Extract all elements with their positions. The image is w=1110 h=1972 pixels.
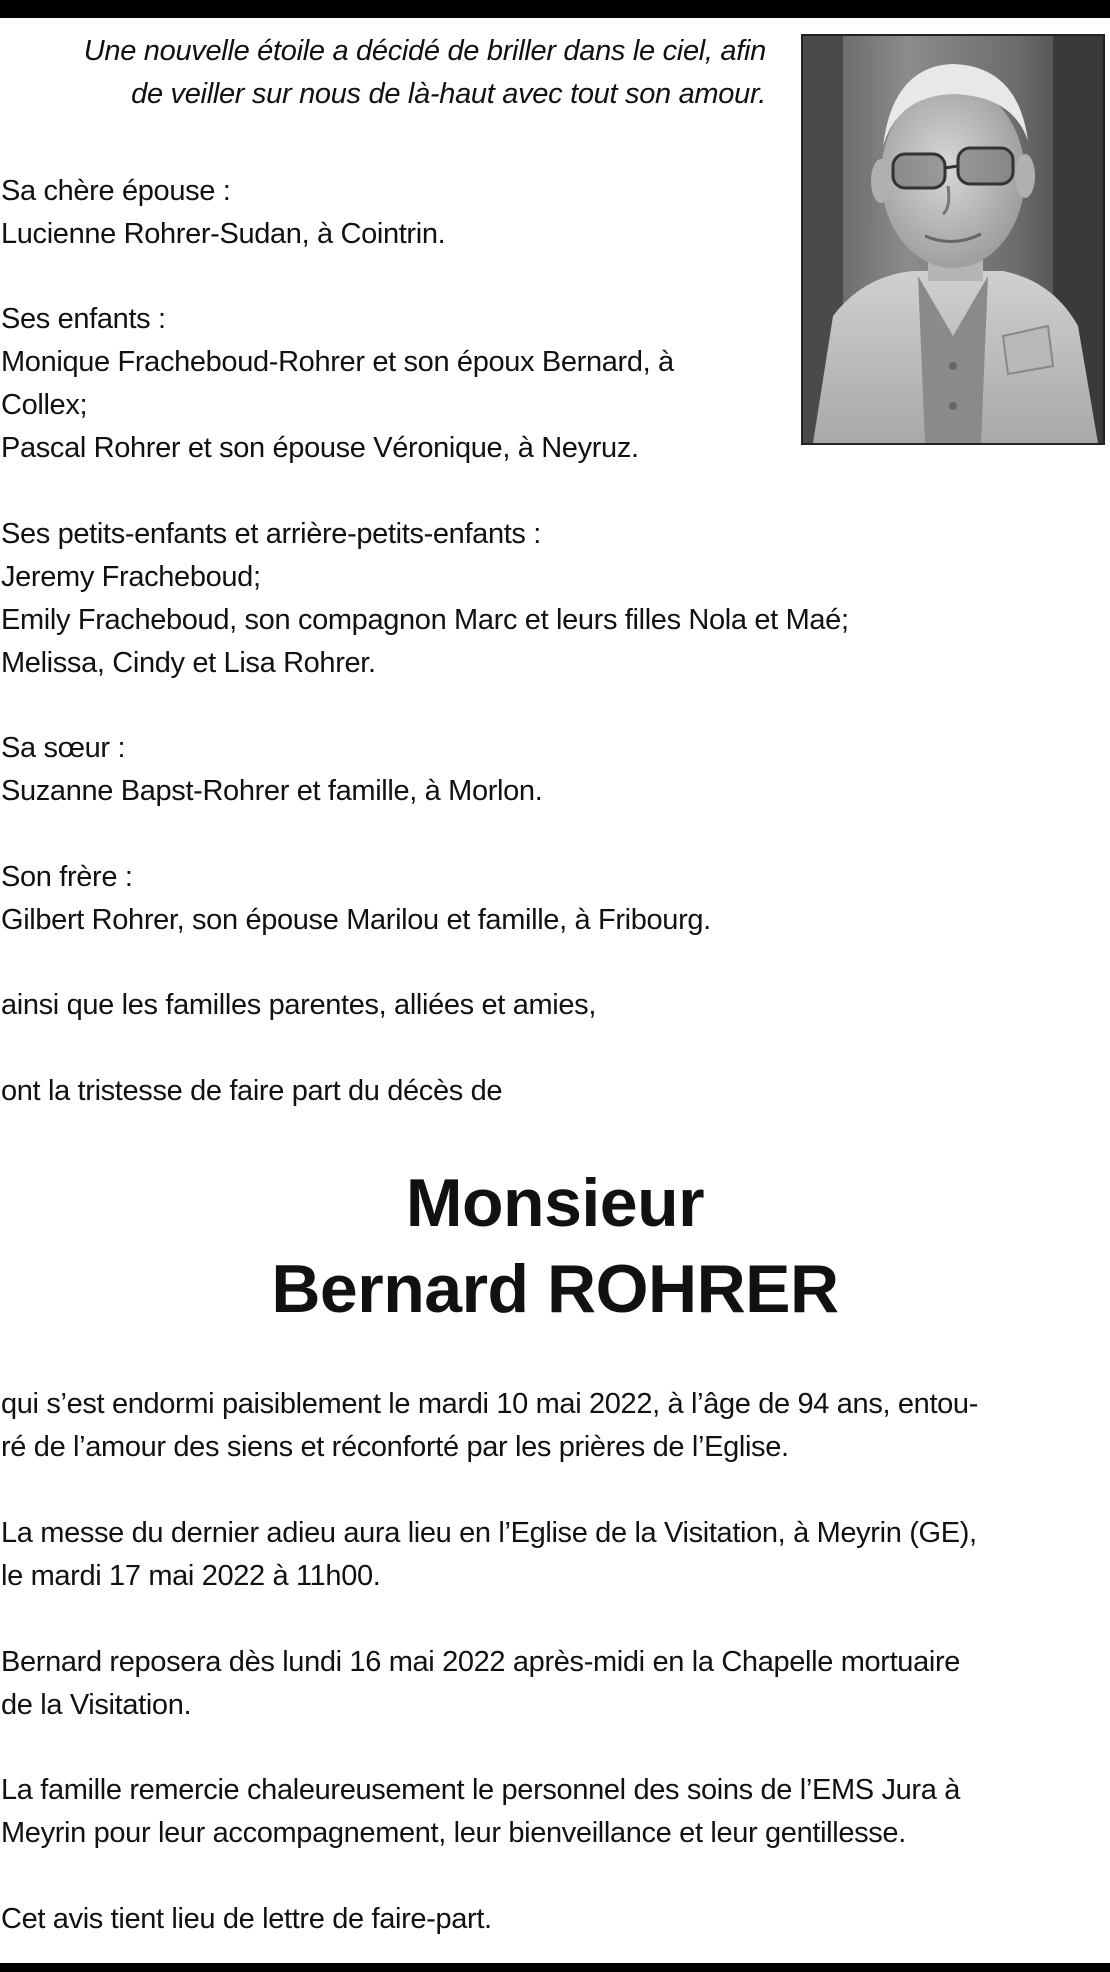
epigraph-line-1: Une nouvelle étoile a décidé de briller dans le ciel, afin	[83, 35, 766, 67]
spouse-heading: Sa chère épouse :	[1, 175, 231, 207]
child-2: Pascal Rohrer et son épouse Véronique, à Neyruz.	[1, 432, 639, 464]
announcement: ont la tristesse de faire part du décès de	[1, 1075, 503, 1107]
epigraph-line-2: de veiller sur nous de là-haut avec tout son amour.	[131, 78, 766, 110]
top-rule	[0, 0, 1110, 18]
sister-name: Suzanne Bapst-Rohrer et famille, à Morlon.	[1, 775, 543, 807]
mass-line-2: le mardi 17 mai 2022 à 11h00.	[1, 1560, 381, 1592]
rest-line-2: de la Visitation.	[1, 1689, 192, 1721]
brother-heading: Son frère :	[1, 861, 133, 893]
child-1-line-1: Monique Fracheboud-Rohrer et son époux Bernard, à	[1, 346, 674, 378]
deceased-name-block	[0, 1160, 1110, 1332]
bottom-rule	[0, 1963, 1110, 1972]
thanks-line-2: Meyrin pour leur accompagnement, leur bienveillance et leur gentillesse.	[1, 1817, 906, 1849]
grandchild-2: Emily Fracheboud, son compagnon Marc et leurs filles Nola et Maé;	[1, 604, 849, 636]
portrait-photo-icon	[803, 36, 1103, 443]
spouse-name: Lucienne Rohrer-Sudan, à Cointrin.	[1, 218, 446, 250]
epigraph	[0, 30, 766, 116]
death-line-1: qui s’est endormi paisiblement le mardi 10 mai 2022, à l’âge de 94 ans, entou-	[1, 1388, 979, 1420]
death-line-2: ré de l’amour des siens et réconforté par les prières de l’Eglise.	[1, 1431, 789, 1463]
brother-name: Gilbert Rohrer, son épouse Marilou et famille, à Fribourg.	[1, 904, 711, 936]
children-heading: Ses enfants :	[1, 303, 166, 335]
deceased-name: Bernard ROHRER	[271, 1251, 839, 1327]
grandchild-1: Jeremy Fracheboud;	[1, 561, 261, 593]
deceased-title: Monsieur	[405, 1165, 705, 1241]
child-1-line-2: Collex;	[1, 389, 88, 421]
grandchildren-heading: Ses petits-enfants et arrière-petits-enfants :	[1, 518, 541, 550]
thanks-line-1: La famille remercie chaleureusement le personnel des soins de l’EMS Jura à	[1, 1774, 960, 1806]
other-families: ainsi que les familles parentes, alliées et amies,	[1, 989, 597, 1021]
rest-line-1: Bernard reposera dès lundi 16 mai 2022 après-midi en la Chapelle mortuaire	[1, 1646, 961, 1678]
mass-line-1: La messe du dernier adieu aura lieu en l’Eglise de la Visitation, à Meyrin (GE),	[1, 1517, 977, 1549]
grandchild-3: Melissa, Cindy et Lisa Rohrer.	[1, 647, 376, 679]
portrait-photo	[801, 34, 1105, 445]
closing-note: Cet avis tient lieu de lettre de faire-part.	[1, 1903, 492, 1935]
sister-heading: Sa sœur :	[1, 732, 126, 764]
